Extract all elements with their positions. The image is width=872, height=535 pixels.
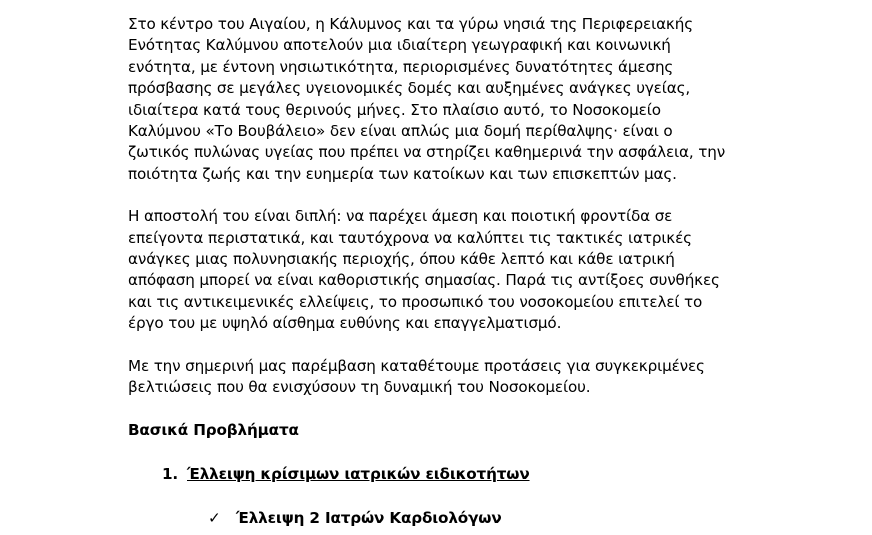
- section-heading: Βασικά Προβλήματα: [128, 420, 299, 439]
- paragraph-intro: [128, 14, 758, 185]
- text-line: ενότητα, με έντονη νησιωτικότητα, περιορισμένες δυνατότητες άμεσης: [128, 57, 674, 76]
- list-item-text: Έλλειψη κρίσιμων ιατρικών ειδικοτήτων: [187, 465, 530, 483]
- text-line: ποιότητα ζωής και την ευημερία των κατοίκων και των επισκεπτών μας.: [128, 164, 677, 183]
- checklist-item: [208, 508, 502, 529]
- text-line: Καλύμνου «Το Βουβάλειο» δεν είναι απλώς μια δομή περίθαλψης· είναι ο: [128, 122, 673, 141]
- document-body: [128, 14, 758, 441]
- text-line: ιδιαίτερα κατά τους θερινούς μήνες. Στο πλαίσιο αυτό, το Νοσοκομείο: [128, 100, 661, 119]
- text-line: ζωτικός πυλώνας υγείας που πρέπει να στηρίζει καθημερινά την ασφάλεια, την: [128, 143, 726, 162]
- text-line: Ενότητας Καλύμνου αποτελούν μια ιδιαίτερη γεωγραφική και κοινωνική: [128, 36, 671, 55]
- text-line: βελτιώσεις που θα ενισχύσουν τη δυναμική του Νοσοκομείου.: [128, 378, 591, 397]
- checklist-item-text: Έλλειψη 2 Ιατρών Καρδιολόγων: [236, 509, 502, 527]
- numbered-list-item: [162, 464, 530, 485]
- text-line: επείγοντα περιστατικά, και ταυτόχρονα να καλύπτει τις τακτικές ιατρικές: [128, 228, 692, 247]
- text-line: έργο του με υψηλό αίσθημα ευθύνης και επαγγελματισμό.: [128, 314, 562, 333]
- text-line: και τις αντικειμενικές ελλείψεις, το προσωπικό του νοσοκομείου επιτελεί το: [128, 292, 703, 311]
- checkmark-icon: ✓: [208, 509, 221, 527]
- list-number: 1.: [162, 465, 179, 483]
- paragraph-mission: [128, 206, 758, 334]
- paragraph-proposals: [128, 356, 758, 399]
- text-line: Η αποστολή του είναι διπλή: να παρέχει άμεση και ποιοτική φροντίδα σε: [128, 207, 673, 226]
- text-line: Με την σημερινή μας παρέμβαση καταθέτουμε προτάσεις για συγκεκριμένες: [128, 356, 705, 375]
- text-line: πρόσβασης σε μεγάλες υγειονομικές δομές και αυξημένες ανάγκες υγείας,: [128, 79, 691, 98]
- text-line: απόφαση μπορεί να είναι καθοριστικής σημασίας. Παρά τις αντίξοες συνθήκες: [128, 271, 720, 290]
- text-line: ανάγκες μιας πολυνησιακής περιοχής, όπου κάθε λεπτό και κάθε ιατρική: [128, 250, 675, 269]
- text-line: Στο κέντρο του Αιγαίου, η Κάλυμνος και τα γύρω νησιά της Περιφερειακής: [128, 15, 693, 33]
